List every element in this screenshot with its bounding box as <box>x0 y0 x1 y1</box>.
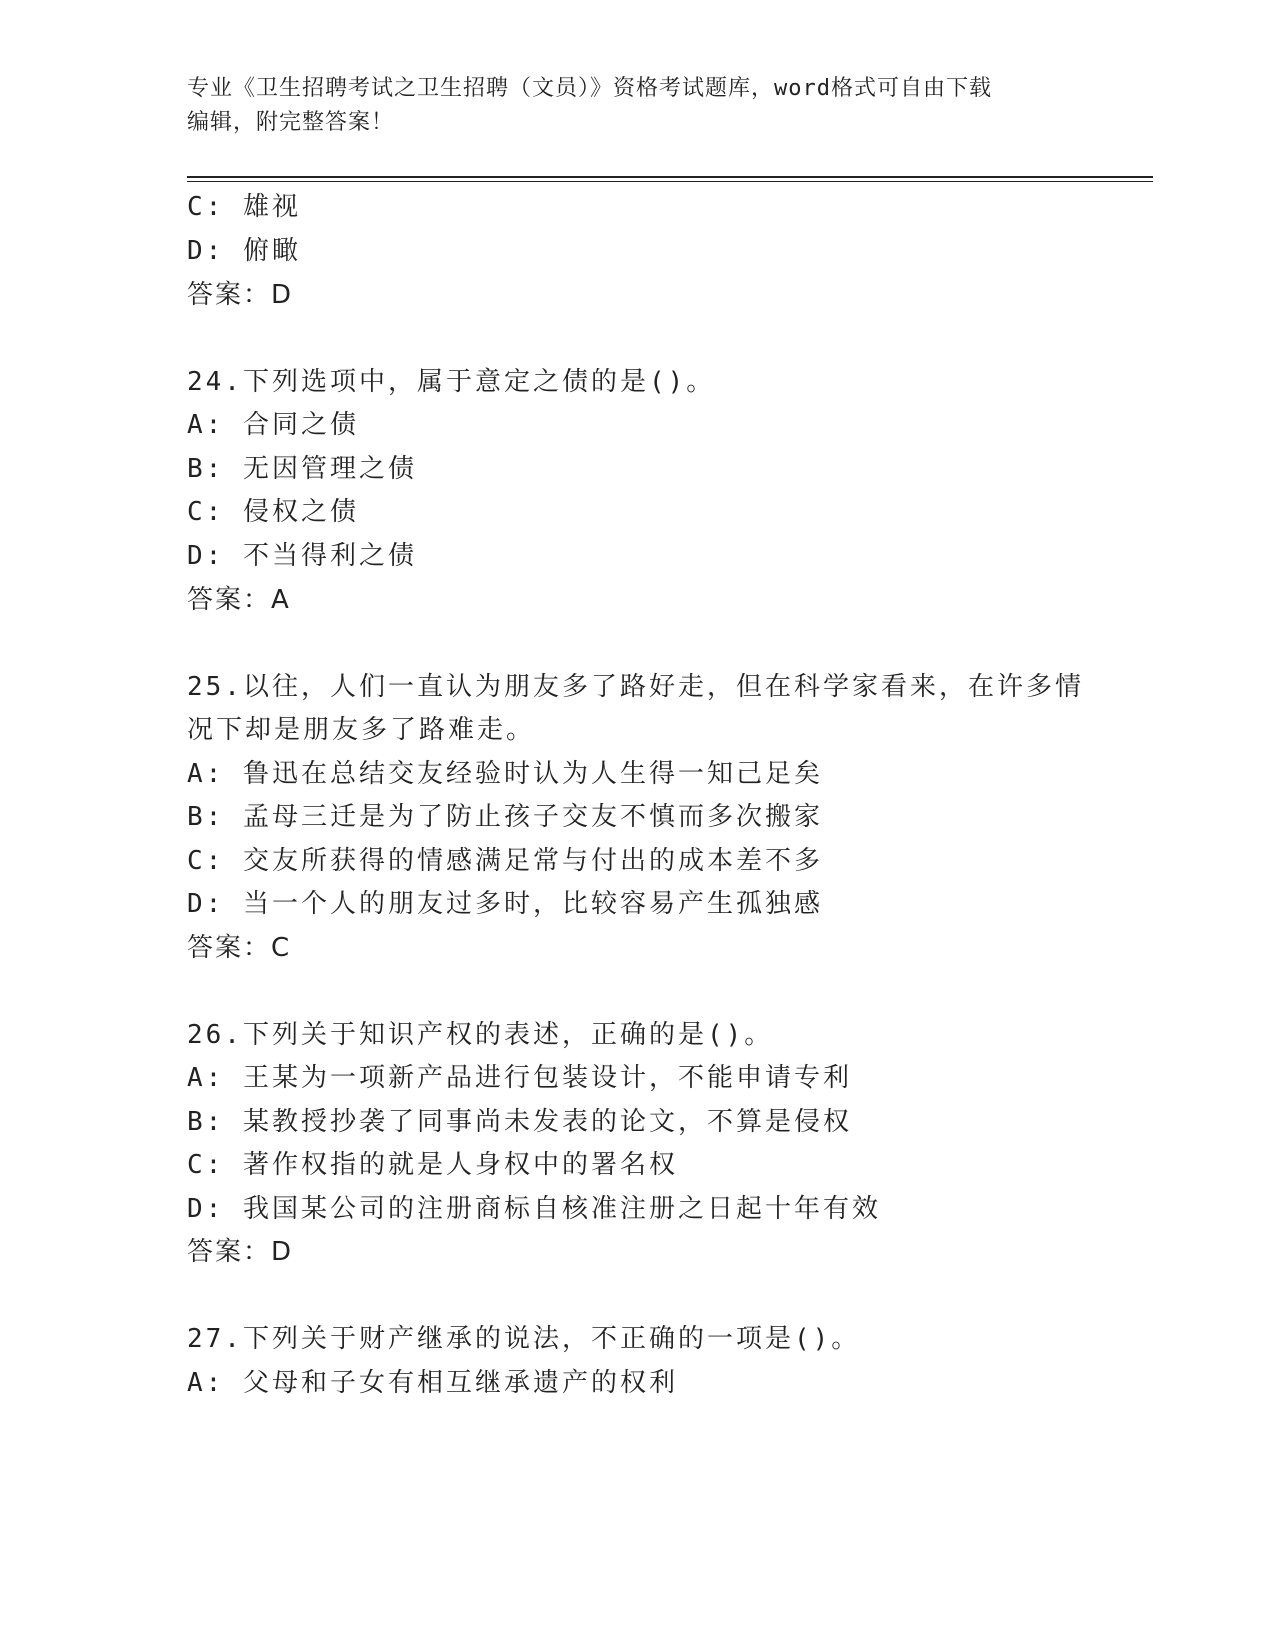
header-line-2: 编辑，附完整答案！ <box>187 110 395 135</box>
header-divider-thick <box>187 176 1153 178</box>
prev-option-d: D: 俯瞰 <box>187 236 301 266</box>
header-divider-thin <box>187 181 1153 182</box>
q25-option-a: A: 鲁迅在总结交友经验时认为人生得一知己足矣 <box>187 759 823 789</box>
q24-option-c: C: 侵权之债 <box>187 497 359 527</box>
q27-stem: 27.下列关于财产继承的说法，不正确的一项是()。 <box>187 1324 861 1354</box>
prev-option-c: C: 雄视 <box>187 192 301 222</box>
q24-answer: 答案：A <box>187 585 291 615</box>
q26-answer: 答案：D <box>187 1237 294 1267</box>
q25-stem-line-2: 况下却是朋友多了路难走。 <box>187 715 536 745</box>
q26-option-b: B: 某教授抄袭了同事尚未发表的论文，不算是侵权 <box>187 1107 852 1137</box>
q25-stem-line-1: 25.以往，人们一直认为朋友多了路好走，但在科学家看来，在许多情 <box>187 672 1084 702</box>
q24-option-d: D: 不当得利之债 <box>187 541 417 571</box>
q25-answer: 答案：C <box>187 933 292 963</box>
q24-option-a: A: 合同之债 <box>187 410 359 440</box>
q25-option-d: D: 当一个人的朋友过多时，比较容易产生孤独感 <box>187 889 823 919</box>
q26-option-d: D: 我国某公司的注册商标自核准注册之日起十年有效 <box>187 1194 881 1224</box>
document-header <box>187 72 1087 140</box>
q27-option-a: A: 父母和子女有相互继承遗产的权利 <box>187 1368 678 1398</box>
q26-option-a: A: 王某为一项新产品进行包装设计，不能申请专利 <box>187 1063 852 1093</box>
prev-answer: 答案：D <box>187 280 294 310</box>
q24-option-b: B: 无因管理之债 <box>187 454 417 484</box>
q24-stem: 24.下列选项中，属于意定之债的是()。 <box>187 367 716 397</box>
header-line-1: 专业《卫生招聘考试之卫生招聘（文员）》资格考试题库，word格式可自由下载 <box>187 76 992 101</box>
q26-option-c: C: 著作权指的就是人身权中的署名权 <box>187 1150 678 1180</box>
q25-option-b: B: 孟母三迁是为了防止孩子交友不慎而多次搬家 <box>187 802 823 832</box>
q26-stem: 26.下列关于知识产权的表述，正确的是()。 <box>187 1020 774 1050</box>
q25-option-c: C: 交友所获得的情感满足常与付出的成本差不多 <box>187 846 823 876</box>
